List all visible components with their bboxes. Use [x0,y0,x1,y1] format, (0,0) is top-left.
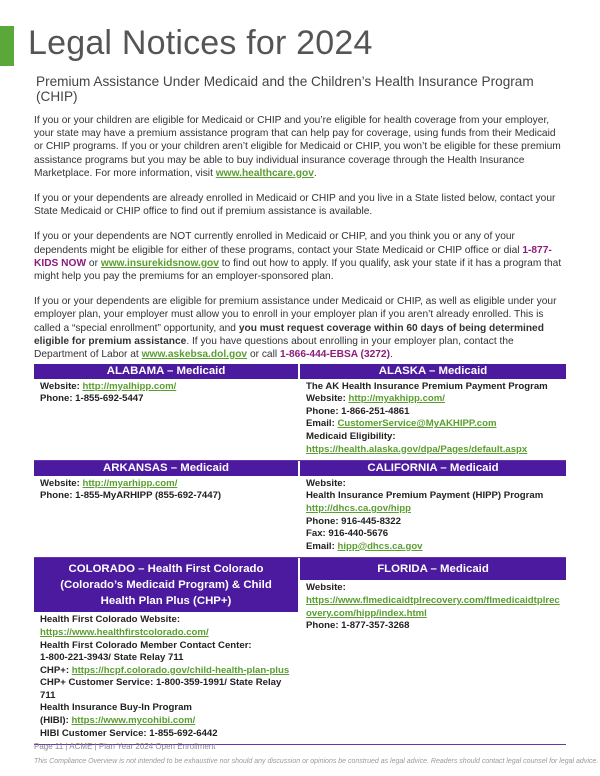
alaska-email-link[interactable]: CustomerService@MyAKHIPP.com [337,418,497,430]
california-header: CALIFORNIA – Medicaid [300,461,566,476]
alabama-phone: Phone: 1-855-692-5447 [40,393,144,405]
florida-cell: FLORIDA – Medicaid Website: https://www.flmedicaidtplrecovery.com/flmedicaidtplrecovery.com/hipp/index.html Phone: 1-877-357-3268 [300,558,566,744]
california-phone: Phone: 916-445-8322 [306,515,401,527]
special-enrollment-bold: you must request coverage within 60 days of being determined eligible for premium assistance [34,322,544,347]
legal-disclaimer: This Compliance Overview is not intended to be exhaustive nor should any discussion or opinions be construed as legal advice. Readers should contact legal counsel for legal advice. [34,758,599,765]
california-fax: Fax: 916-440-5676 [306,528,389,540]
colorado-hfc-link[interactable]: https://www.healthfirstcolorado.com/ [40,626,209,638]
insurekidsnow-link[interactable]: www.insurekidsnow.gov [100,257,219,269]
page-title: Legal Notices for 2024 [28,24,373,62]
florida-phone: Phone: 1-877-357-3268 [306,620,410,632]
alaska-eligibility-label: Medicaid Eligibility: [306,430,396,442]
california-website-link[interactable]: http://dhcs.ca.gov/hipp [306,502,411,514]
colorado-member-phone: 1-800-221-3943/ State Relay 711 [40,652,184,664]
alabama-cell: ALABAMA – Medicaid Website: http://myalhipp.com/ Phone: 1-855-692-5447 [34,364,300,460]
colorado-chp-service: CHP+ Customer Service: 1-800-359-1991/ State Relay 711 [40,677,282,701]
arkansas-website-link[interactable]: http://myarhipp.com/ [82,477,178,489]
paragraph-4: If you or your dependents are eligible for premium assistance under Medicaid or CHIP, as well as eligible under your employer plan, your employer must allow you to enroll in your employer plan if you aren’t already enrolled. This is called a “special enrollment” opportunity, and you must request coverage within 60 days of being determined eligible for premium assistance. If you have questions about enrolling in your employer plan, contact the Department of Labor at www.askebsa.dol.gov or call 1-866-444-EBSA (3272). [34,296,557,361]
ebsa-phone: 1-866-444-EBSA (3272) [279,349,390,361]
paragraph-3: If you or your dependents are NOT currently enrolled in Medicaid or CHIP, and you think you or any of your dependents might be eligible for either of these programs, contact your State Medicaid or CHIP office or dial 1-877-KIDS NOW or www.insurekidsnow.gov to find out how to apply. If you qualify, ask your state if it has a program that might help you pay the premiums for an employer-sponsored plan. [34,231,562,283]
paragraph-1: If you or your children are eligible for Medicaid or CHIP and you’re eligible for health coverage from your employer, your state may have a premium assistance program that can help pay for coverage, using funds from their Medicaid or CHIP programs. If you or your children aren’t eligible for Medicaid or CHIP, you won’t be eligible for these premium assistance programs but you may be able to buy individual insurance coverage through the Health Insurance Marketplace. For more information, visit www.healthcare.gov. [34,115,561,179]
alaska-website-link[interactable]: http://myakhipp.com/ [348,393,445,405]
page-subtitle: Premium Assistance Under Medicaid and the Children’s Health Insurance Program (CHIP) [36,74,534,104]
florida-header: FLORIDA – Medicaid [300,558,566,580]
alaska-program: The AK Health Insurance Premium Payment Program [306,380,548,392]
california-cell: CALIFORNIA – Medicaid Website: Health Insurance Premium Payment (HIPP) Program http://dhcs.ca.gov/hipp Phone: 916-445-8322 Fax: 916-440-5676 Email: hipp@dhcs.ca.gov [300,461,566,557]
california-program: Health Insurance Premium Payment (HIPP) Program [306,490,544,502]
alabama-website-link[interactable]: http://myalhipp.com/ [82,380,177,392]
alaska-cell: ALASKA – Medicaid The AK Health Insurance Premium Payment Program Website: http://myakhipp.com/ Phone: 1-866-251-4861 Email: CustomerService@MyAKHIPP.com Medicaid Eligibility: https://health.alaska.gov/dpa/Pages/default.aspx [300,364,566,460]
arkansas-header: ARKANSAS – Medicaid [34,461,298,476]
table-row [34,461,566,558]
colorado-hibi-link[interactable]: https://www.mycohibi.com/ [71,715,196,727]
colorado-cell: COLORADO – Health First Colorado (Colorado’s Medicaid Program) & Child Health Plan Plus (CHP+) Health First Colorado Website: https://www.healthfirstcolorado.com/ Health First Colorado Member Contact Center: 1-800-221-3943/ State Relay 711 CHP+: https://hcpf.colorado.gov/child-health-plan-plus CHP+ Customer Service: 1-800-359-1991/ State Relay 711 Health Insurance Buy-In Program (HIBI): https://www.mycohibi.com/ HIBI Customer Service: 1-855-692-6442 [34,558,300,744]
alaska-phone: Phone: 1-866-251-4861 [306,405,410,417]
table-row [34,364,566,461]
askebsa-link[interactable]: www.askebsa.dol.gov [141,349,248,361]
page-footer: Page 11 | ACME | Plan Year 2024 Open Enrollment [34,742,216,751]
notice-body [34,114,566,373]
colorado-hibi-service: HIBI Customer Service: 1-855-692-6442 [40,727,218,739]
alaska-header: ALASKA – Medicaid [300,364,566,379]
kids-now-phone: 1-877-KIDS NOW [34,244,552,269]
california-email-link[interactable]: hipp@dhcs.ca.gov [337,540,423,552]
florida-website-link[interactable]: https://www.flmedicaidtplrecovery.com/flmedicaidtplrecovery.com/hipp/index.html [306,594,560,619]
state-contact-table [34,364,566,745]
colorado-chp-link[interactable]: https://hcpf.colorado.gov/child-health-plan-plus [71,664,290,676]
title-accent-bar [0,26,14,66]
healthcare-gov-link[interactable]: www.healthcare.gov [215,167,314,179]
colorado-header: COLORADO – Health First Colorado (Colorado’s Medicaid Program) & Child Health Plan Plus (CHP+) [34,558,298,612]
arkansas-cell: ARKANSAS – Medicaid Website: http://myarhipp.com/ Phone: 1-855-MyARHIPP (855-692-7447) [34,461,300,557]
arkansas-phone: Phone: 1-855-MyARHIPP (855-692-7447) [40,490,222,502]
alaska-eligibility-link[interactable]: https://health.alaska.gov/dpa/Pages/default.aspx [306,443,528,455]
alabama-header: ALABAMA – Medicaid [34,364,298,379]
paragraph-2: If you or your dependents are already enrolled in Medicaid or CHIP and you live in a State listed below, contact your State Medicaid or CHIP office to find out if premium assistance is available. [34,193,556,218]
table-row [34,558,566,745]
